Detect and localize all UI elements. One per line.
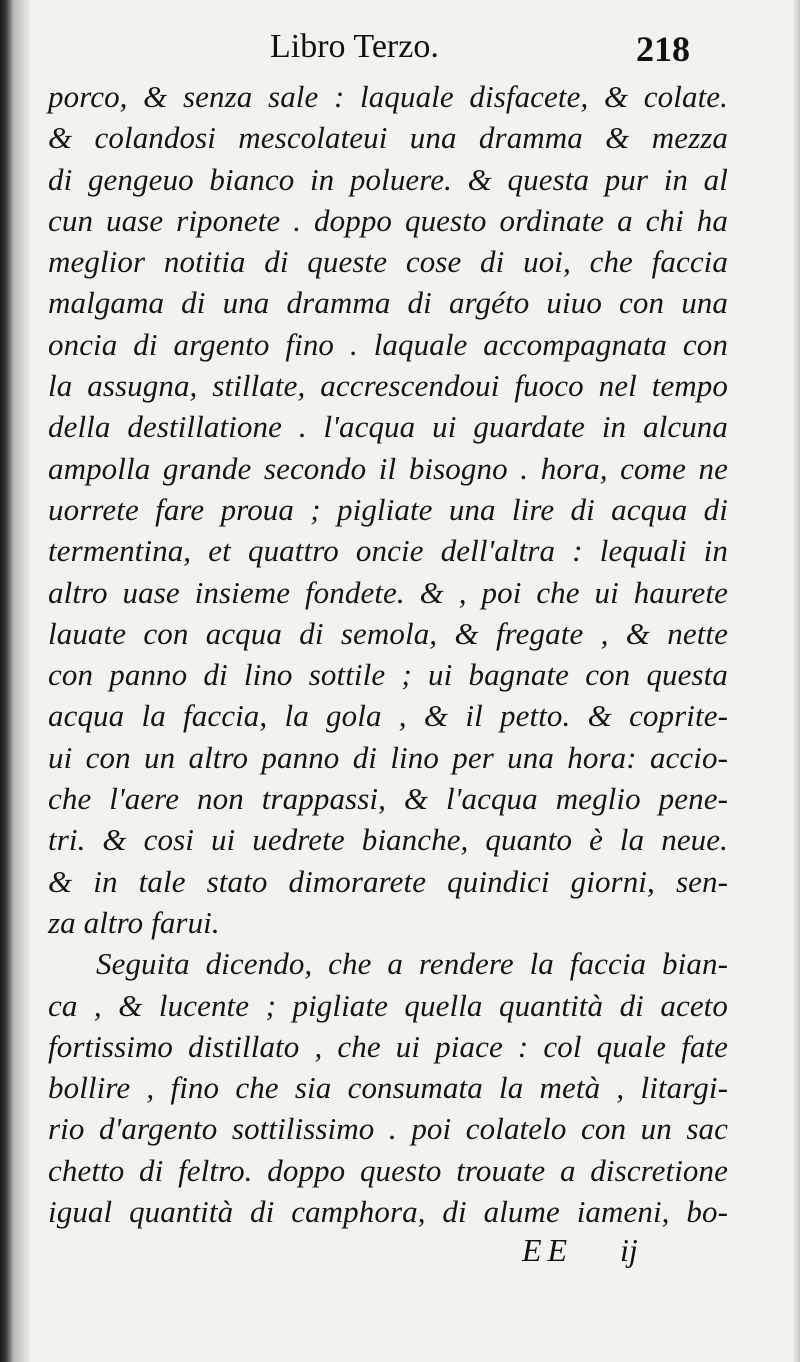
text-line: oncia di argento fino . laquale accompagnata con [48,326,728,362]
text-line: termentina, et quattro oncie dell'altra : lequali in [48,533,728,569]
body-text [48,76,728,1232]
text-line: & in tale stato dimorarete quindici giorni, sen- [48,863,728,899]
text-line: acqua la faccia, la gola , & il petto. & coprite- [48,698,728,734]
text-line: bollire , fino che sia consumata la metà , litargi- [48,1070,728,1106]
text-line: tri. & cosi ui uedrete bianche, quanto è la neue. [48,822,728,858]
text-line: di gengeuo bianco in poluere. & questa pur in al [48,161,728,197]
text-line: & colandosi mescolateui una dramma & mezza [48,120,728,156]
running-head: Libro Terzo. [270,28,439,65]
text-line: igual quantità di camphora, di alume iameni, bo- [48,1194,728,1230]
text-line: ca , & lucente ; pigliate quella quantità di aceto [48,987,728,1023]
text-line: altro uase insieme fondete. & , poi che ui haurete [48,574,728,610]
paragraph-start-line: Seguita dicendo, che a rendere la faccia bian- [96,946,728,982]
text-line: ampolla grande secondo il bisogno . hora, come ne [48,450,728,486]
text-line: cun uase riponete . doppo questo ordinate a chi ha [48,202,728,238]
text-line: fortissimo distillato , che ui piace : col quale fate [48,1028,728,1064]
text-line: rio d'argento sottilissimo . poi colatelo con un sac [48,1111,728,1147]
text-line: malgama di una dramma di argéto uiuo con una [48,285,728,321]
catchword: ij [620,1232,638,1268]
text-line: uorrete fare proua ; pigliate una lire di acqua di [48,491,728,527]
gutter-shadow [0,0,30,1362]
text-line: che l'aere non trappassi, & l'acqua meglio pene- [48,781,728,817]
text-line: con panno di lino sottile ; ui bagnate con questa [48,657,728,693]
text-line: porco, & senza sale : laquale disfacete, & colate. [48,79,728,114]
text-line: la assugna, stillate, accrescendoui fuoco nel tempo [48,368,728,404]
signature-mark: EE [522,1232,574,1268]
text-line: della destillatione . l'acqua ui guardate in alcuna [48,409,728,445]
text-line: chetto di feltro. doppo questo trouate a discretione [48,1152,728,1188]
text-line: lauate con acqua di semola, & fregate , & nette [48,615,728,651]
text-line: ui con un altro panno di lino per una hora: accio- [48,739,728,775]
paragraph-end-line: za altro farui. [48,904,220,940]
text-line: meglior notitia di queste cose di uoi, che faccia [48,244,728,280]
page-number: 218 [636,29,690,69]
page-header [270,28,690,76]
page-edge [792,0,800,1362]
